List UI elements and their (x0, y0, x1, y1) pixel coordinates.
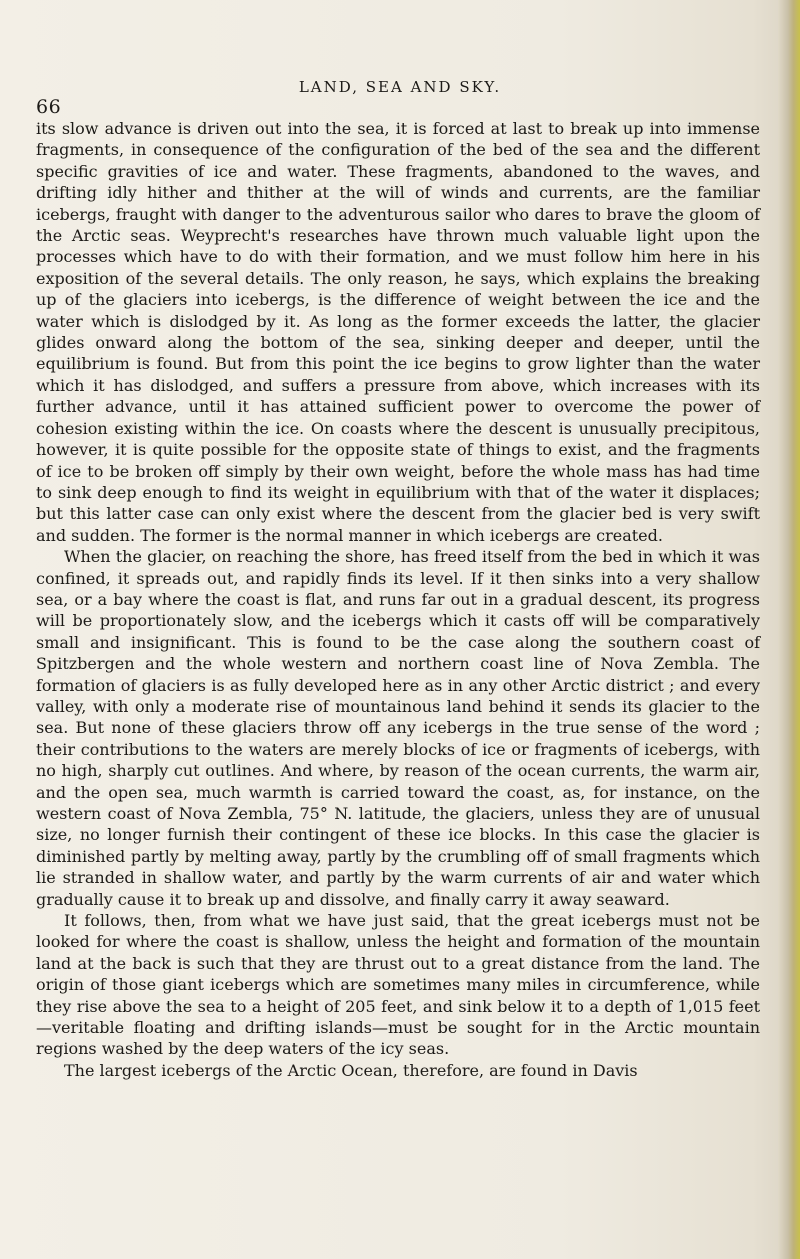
body-text (36, 118, 760, 1081)
page-number: 66 (36, 96, 62, 118)
paragraph: its slow advance is driven out into the sea, it is forced at last to break up into immense fragments, in consequence of the configuration of the bed of the sea and the different specific gravities of ice and water. These fragments, abandoned to the waves, and drifting idly hither and thither at the will of winds and currents, are the familiar icebergs, fraught with danger to the adventurous sailor who dares to brave the gloom of the Arctic seas. Weyprecht's researches have thrown much valuable light upon the processes which have to do with their formation, and we must follow him here in his exposition of the several details. The only reason, he says, which explains the breaking up of the glaciers into icebergs, is the difference of weight between the ice and the water which is dislodged by it. As long as the former exceeds the latter, the glacier glides onward along the bottom of the sea, sinking deeper and deeper, until the equilibrium is found. But from this point the ice begins to grow lighter than the water which it has dislodged, and suffers a pressure from above, which increases with its further advance, until it has attained sufficient power to overcome the power of cohesion existing within the ice. On coasts where the descent is unusually precipitous, however, it is quite possible for the opposite state of things to exist, and the fragments of ice to be broken off simply by their own weight, before the whole mass has had time to sink deep enough to find its weight in equilibrium with that of the water it displaces; but this latter case can only exist where the descent from the glacier bed is very swift and sudden. The former is the normal manner in which icebergs are created. (36, 119, 760, 545)
page-edge-shadow (778, 0, 800, 1259)
running-head: LAND, SEA AND SKY. (298, 78, 502, 96)
paragraph: The largest icebergs of the Arctic Ocean, therefore, are found in Davis (64, 1060, 638, 1080)
paragraph: It follows, then, from what we have just said, that the great icebergs must not be looked for where the coast is shallow, unless the height and formation of the mountain land at the back is such that they are thrust out to a great distance from the land. The origin of those giant icebergs which are sometimes many miles in circumference, while they rise above the sea to a height of 205 feet, and sink below it to a depth of 1,015 feet—veritable floating and drifting islands—must be sought for in the Arctic mountain regions washed by the deep waters of the icy seas. (36, 911, 760, 1059)
paragraph: When the glacier, on reaching the shore, has freed itself from the bed in which it was confined, it spreads out, and rapidly finds its level. If it then sinks into a very shallow sea, or a bay where the coast is flat, and runs far out in a gradual descent, its progress will be proportionately slow, and the icebergs which it casts off will be comparatively small and insignificant. This is found to be the case along the southern coast of Spitzbergen and the whole western and northern coast line of Nova Zembla. The formation of glaciers is as fully developed here as in any other Arctic district ; and every valley, with only a moderate rise of mountainous land behind it sends its glacier to the sea. But none of these glaciers throw off any icebergs in the true sense of the word ; their contributions to the waters are merely blocks of ice or fragments of icebergs, with no high, sharply cut outlines. And where, by reason of the ocean currents, the warm air, and the open sea, much warmth is carried toward the coast, as, for instance, on the western coast of Nova Zembla, 75° N. latitude, the glaciers, unless they are of unusual size, no longer furnish their contingent of these ice blocks. In this case the glacier is diminished partly by melting away, partly by the crumbling off of small fragments which lie stranded in shallow water, and partly by the warm currents of air and water which gradually cause it to break up and dissolve, and finally carry it away seaward. (36, 547, 760, 909)
